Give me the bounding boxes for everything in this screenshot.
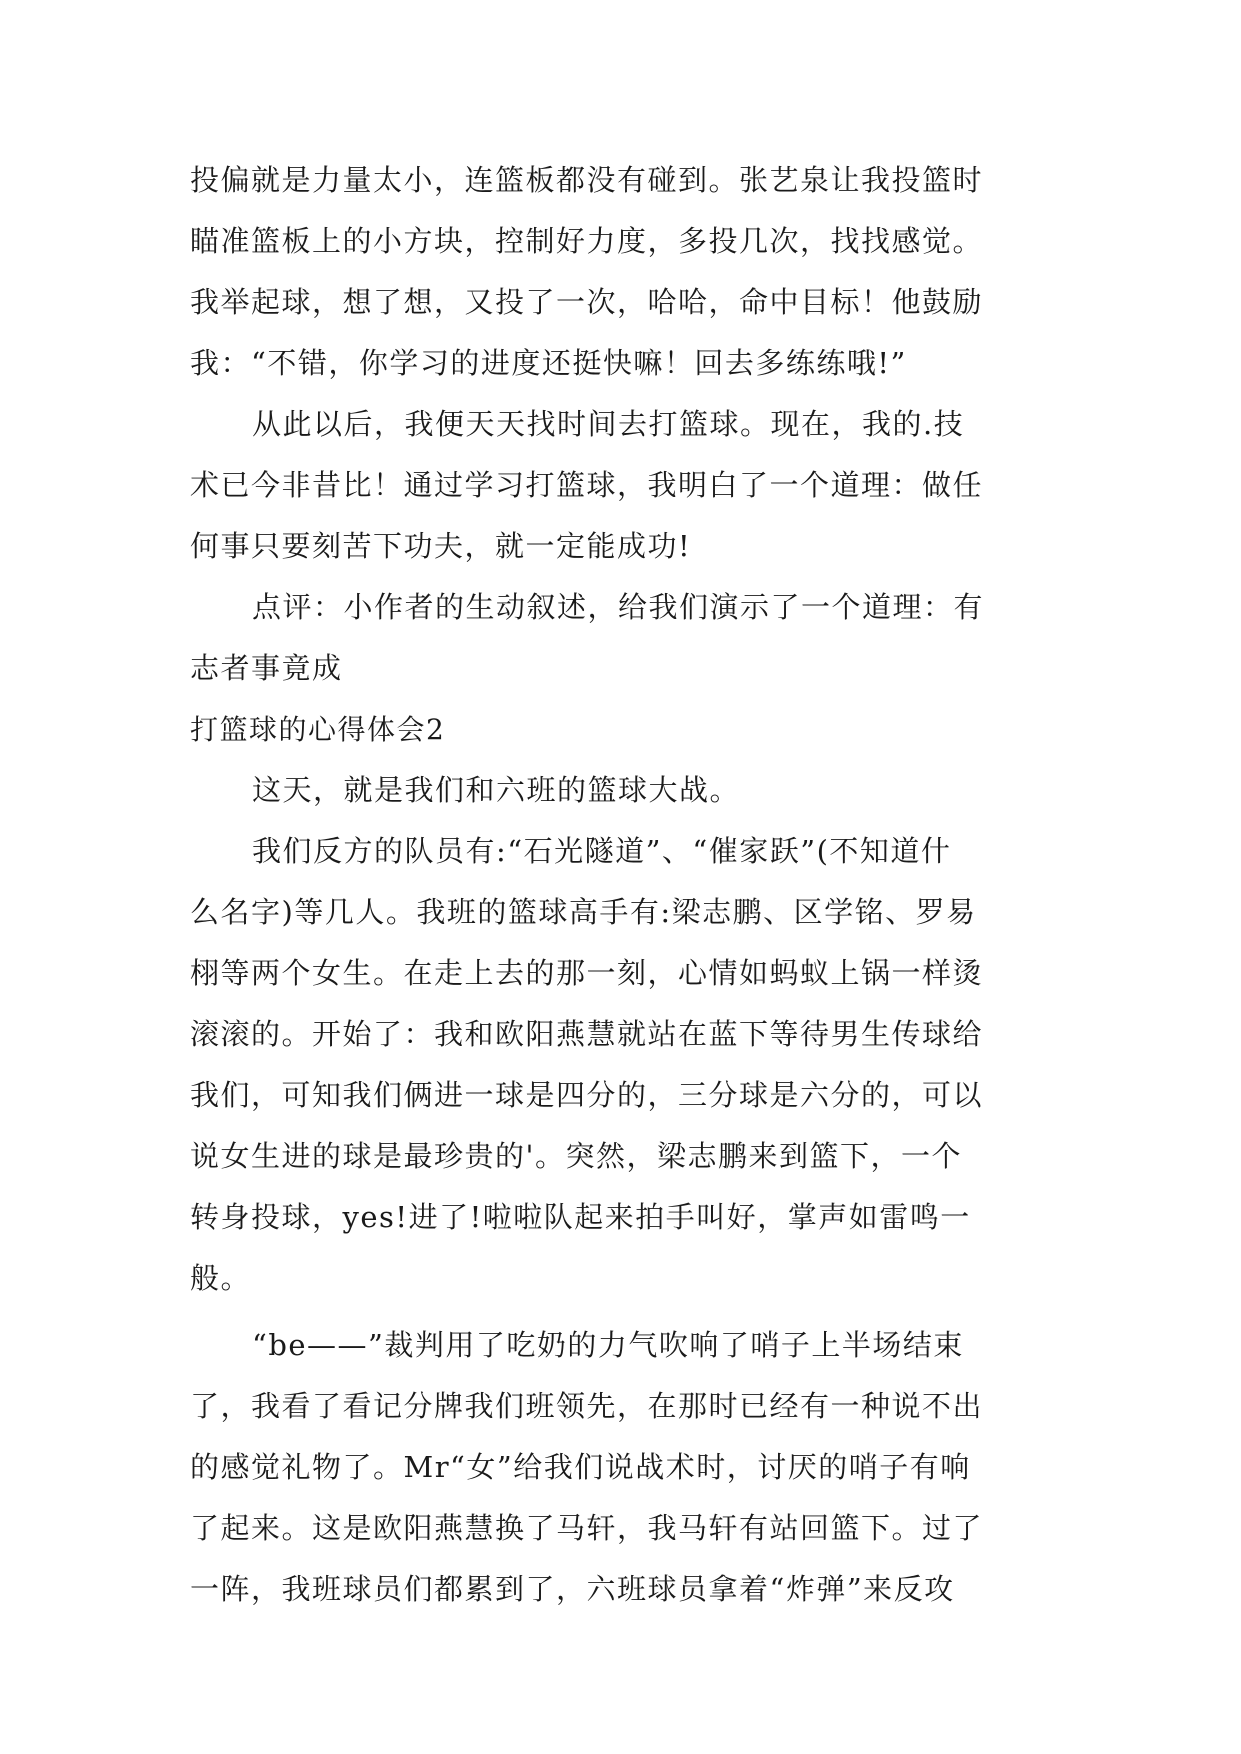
document-body xyxy=(190,150,1070,1620)
text-line: 瞄准篮板上的小方块，控制好力度，多投几次，找找感觉。 xyxy=(190,224,984,258)
heading-text: 打篮球的心得体会2 xyxy=(190,713,446,746)
paragraph xyxy=(190,821,1070,1309)
text-line: 我举起球，想了想，又投了一次，哈哈，命中目标！他鼓励 xyxy=(190,285,984,319)
text-line: 何事只要刻苦下功夫，就一定能成功! xyxy=(190,529,692,563)
text-line: 说女生进的球是最珍贵的'。突然，梁志鹏来到篮下，一个 xyxy=(190,1139,962,1173)
text-line: 点评：小作者的生动叙述，给我们演示了一个道理：有 xyxy=(252,590,985,624)
text-line: 般。 xyxy=(190,1261,252,1295)
text-line: 了起来。这是欧阳燕慧换了马轩，我马轩有站回篮下。过了 xyxy=(190,1511,984,1545)
text-line: 的感觉礼物了。Mr“女”给我们说战术时，讨厌的哨子有响 xyxy=(190,1450,971,1484)
paragraph-continuation xyxy=(190,150,1070,394)
text-line: 我们反方的队员有:“石光隧道”、“催家跃”(不知道什 xyxy=(252,834,952,868)
text-line: 这天，就是我们和六班的篮球大战。 xyxy=(252,773,741,807)
text-line: 么名字)等几人。我班的篮球高手有:梁志鹏、区学铭、罗易 xyxy=(190,895,977,929)
text-line: 一阵，我班球员们都累到了，六班球员拿着“炸弹”来反攻 xyxy=(190,1572,955,1606)
text-line: 从此以后，我便天天找时间去打篮球。现在，我的.技 xyxy=(252,407,965,441)
comment-paragraph xyxy=(190,577,1070,699)
paragraph xyxy=(190,394,1070,577)
text-line: 术已今非昔比！通过学习打篮球，我明白了一个道理：做任 xyxy=(190,468,984,502)
text-line: 转身投球，yes!进了!啦啦队起来拍手叫好，掌声如雷鸣一 xyxy=(190,1200,971,1234)
text-line: 了，我看了看记分牌我们班领先，在那时已经有一种说不出 xyxy=(190,1389,984,1423)
text-line: 我：“不错，你学习的进度还挺快嘛！回去多练练哦!” xyxy=(190,346,907,380)
text-line: 栩等两个女生。在走上去的那一刻，心情如蚂蚁上锅一样烫 xyxy=(190,956,984,990)
text-line: 滚滚的。开始了：我和欧阳燕慧就站在蓝下等待男生传球给 xyxy=(190,1017,984,1051)
text-line: 我们，可知我们俩进一球是四分的，三分球是六分的，可以 xyxy=(190,1078,984,1112)
text-line: 志者事竟成 xyxy=(190,651,343,685)
paragraph xyxy=(190,1315,1070,1620)
text-line: “be——”裁判用了吃奶的力气吹响了哨子上半场结束 xyxy=(252,1328,964,1362)
paragraph xyxy=(190,760,1070,821)
text-line: 投偏就是力量太小，连篮板都没有碰到。张艺泉让我投篮时 xyxy=(190,163,984,197)
section-heading xyxy=(190,699,1070,760)
